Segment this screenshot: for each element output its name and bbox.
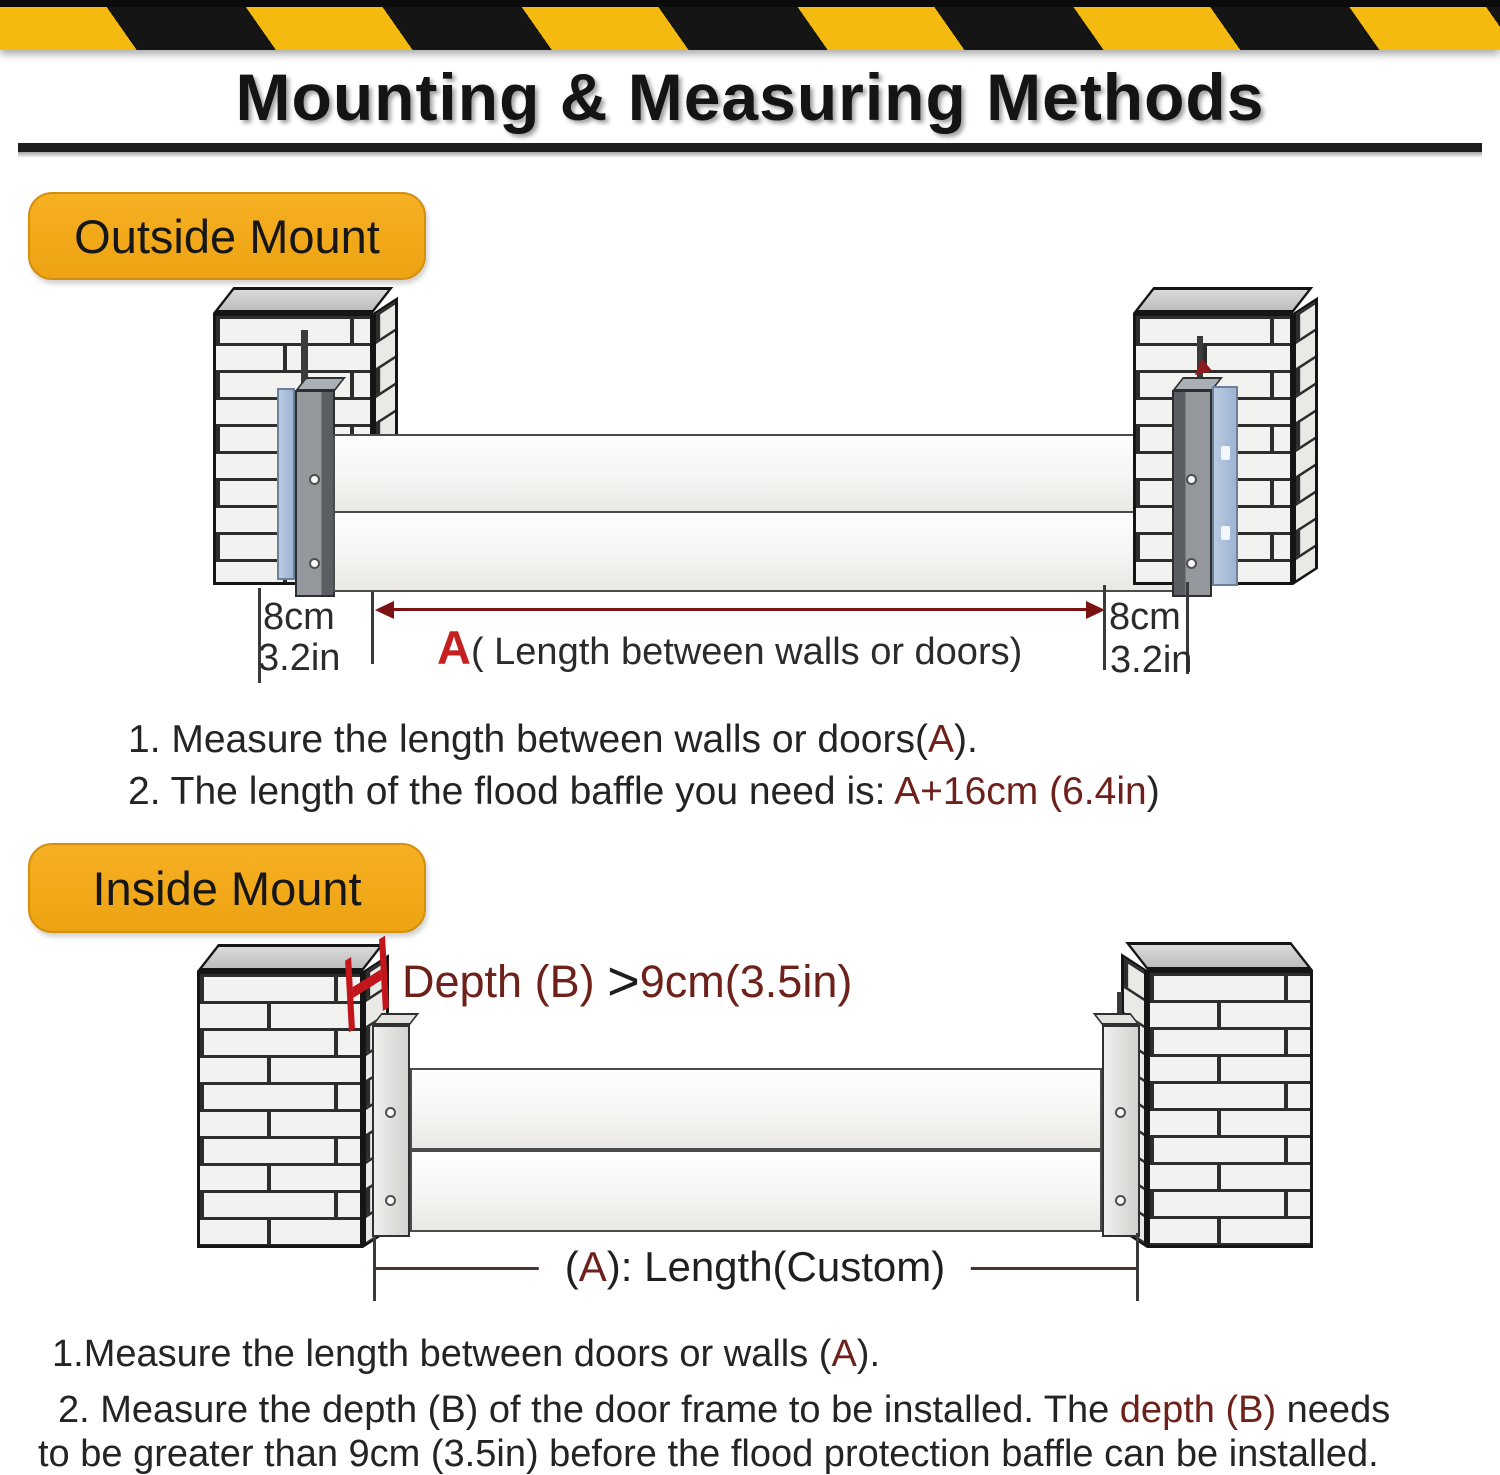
- dimension-tick: [371, 592, 374, 664]
- left-offset-cm: 8cm: [263, 596, 335, 638]
- flood-baffle-board-top: [333, 434, 1174, 513]
- custom-length-label: (A): Length(Custom): [539, 1243, 971, 1291]
- brick-pillar-front: [197, 971, 363, 1248]
- caution-tape-banner: [0, 0, 1500, 50]
- outside-step-2: 2. The length of the flood baffle you need is: A+16cm (6.4in): [128, 770, 1160, 813]
- brick-pillar-side: [1293, 297, 1318, 585]
- pillar-cap: [1125, 942, 1313, 970]
- page-title: Mounting & Measuring Methods: [235, 59, 1265, 134]
- seal-strip: [1212, 386, 1238, 586]
- span-length-label: A( Length between walls or doors): [437, 621, 1023, 674]
- outside-mount-badge-label: Outside Mount: [74, 209, 380, 263]
- outside-step-1: 1. Measure the length between walls or doors(A).: [128, 718, 978, 761]
- arrowhead-left-icon: [375, 601, 394, 619]
- bolt-hole: [1186, 558, 1197, 569]
- pillar-cap: [1133, 287, 1313, 313]
- bolt-hole: [385, 1107, 396, 1118]
- bolt-hole: [1115, 1107, 1126, 1118]
- span-length-A: A: [437, 621, 471, 674]
- mounting-bracket: [1172, 390, 1212, 597]
- flood-baffle-board-bottom: [333, 511, 1174, 592]
- seal-pad: [1221, 526, 1230, 540]
- mounting-bracket: [295, 390, 335, 597]
- mounting-channel: [372, 1025, 410, 1237]
- left-offset-in: 3.2in: [258, 637, 341, 679]
- inside-step-2-line-1: 2. Measure the depth (B) of the door frame to be installed. The depth (B) needs: [58, 1389, 1391, 1431]
- seal-strip: [277, 388, 295, 580]
- right-offset-cm: 8cm: [1109, 596, 1181, 638]
- right-offset-in: 3.2in: [1110, 639, 1193, 681]
- flood-baffle-board-top: [410, 1068, 1102, 1150]
- pillar-cap: [213, 287, 393, 313]
- header-rule: [18, 143, 1482, 152]
- inside-step-1: 1.Measure the length between doors or walls (A).: [52, 1333, 881, 1375]
- mounting-channel: [1102, 1025, 1140, 1237]
- header: [0, 50, 1500, 143]
- bolt-hole: [385, 1195, 396, 1206]
- bolt-hole: [309, 558, 320, 569]
- depth-annotation: Depth (B) >9cm(3.5in): [402, 949, 853, 1012]
- channel-cap: [372, 1013, 419, 1025]
- bolt-hole: [1115, 1195, 1126, 1206]
- outside-mount-badge: [28, 192, 426, 280]
- brick-pillar-front: [1147, 970, 1313, 1248]
- seal-pad: [1221, 446, 1230, 460]
- bolt-hole: [1186, 474, 1197, 485]
- flood-baffle-board-bottom: [410, 1150, 1102, 1232]
- span-arrow-line: [390, 608, 1088, 611]
- inside-mount-badge-label: Inside Mount: [92, 861, 362, 915]
- inside-mount-badge: [28, 843, 426, 933]
- header-rule-shadow: [18, 152, 1482, 158]
- dimension-tick: [1103, 585, 1106, 670]
- bolt-hole: [309, 474, 320, 485]
- inside-step-2-line-2: to be greater than 9cm (3.5in) before the flood protection baffle can be installed.: [38, 1433, 1379, 1475]
